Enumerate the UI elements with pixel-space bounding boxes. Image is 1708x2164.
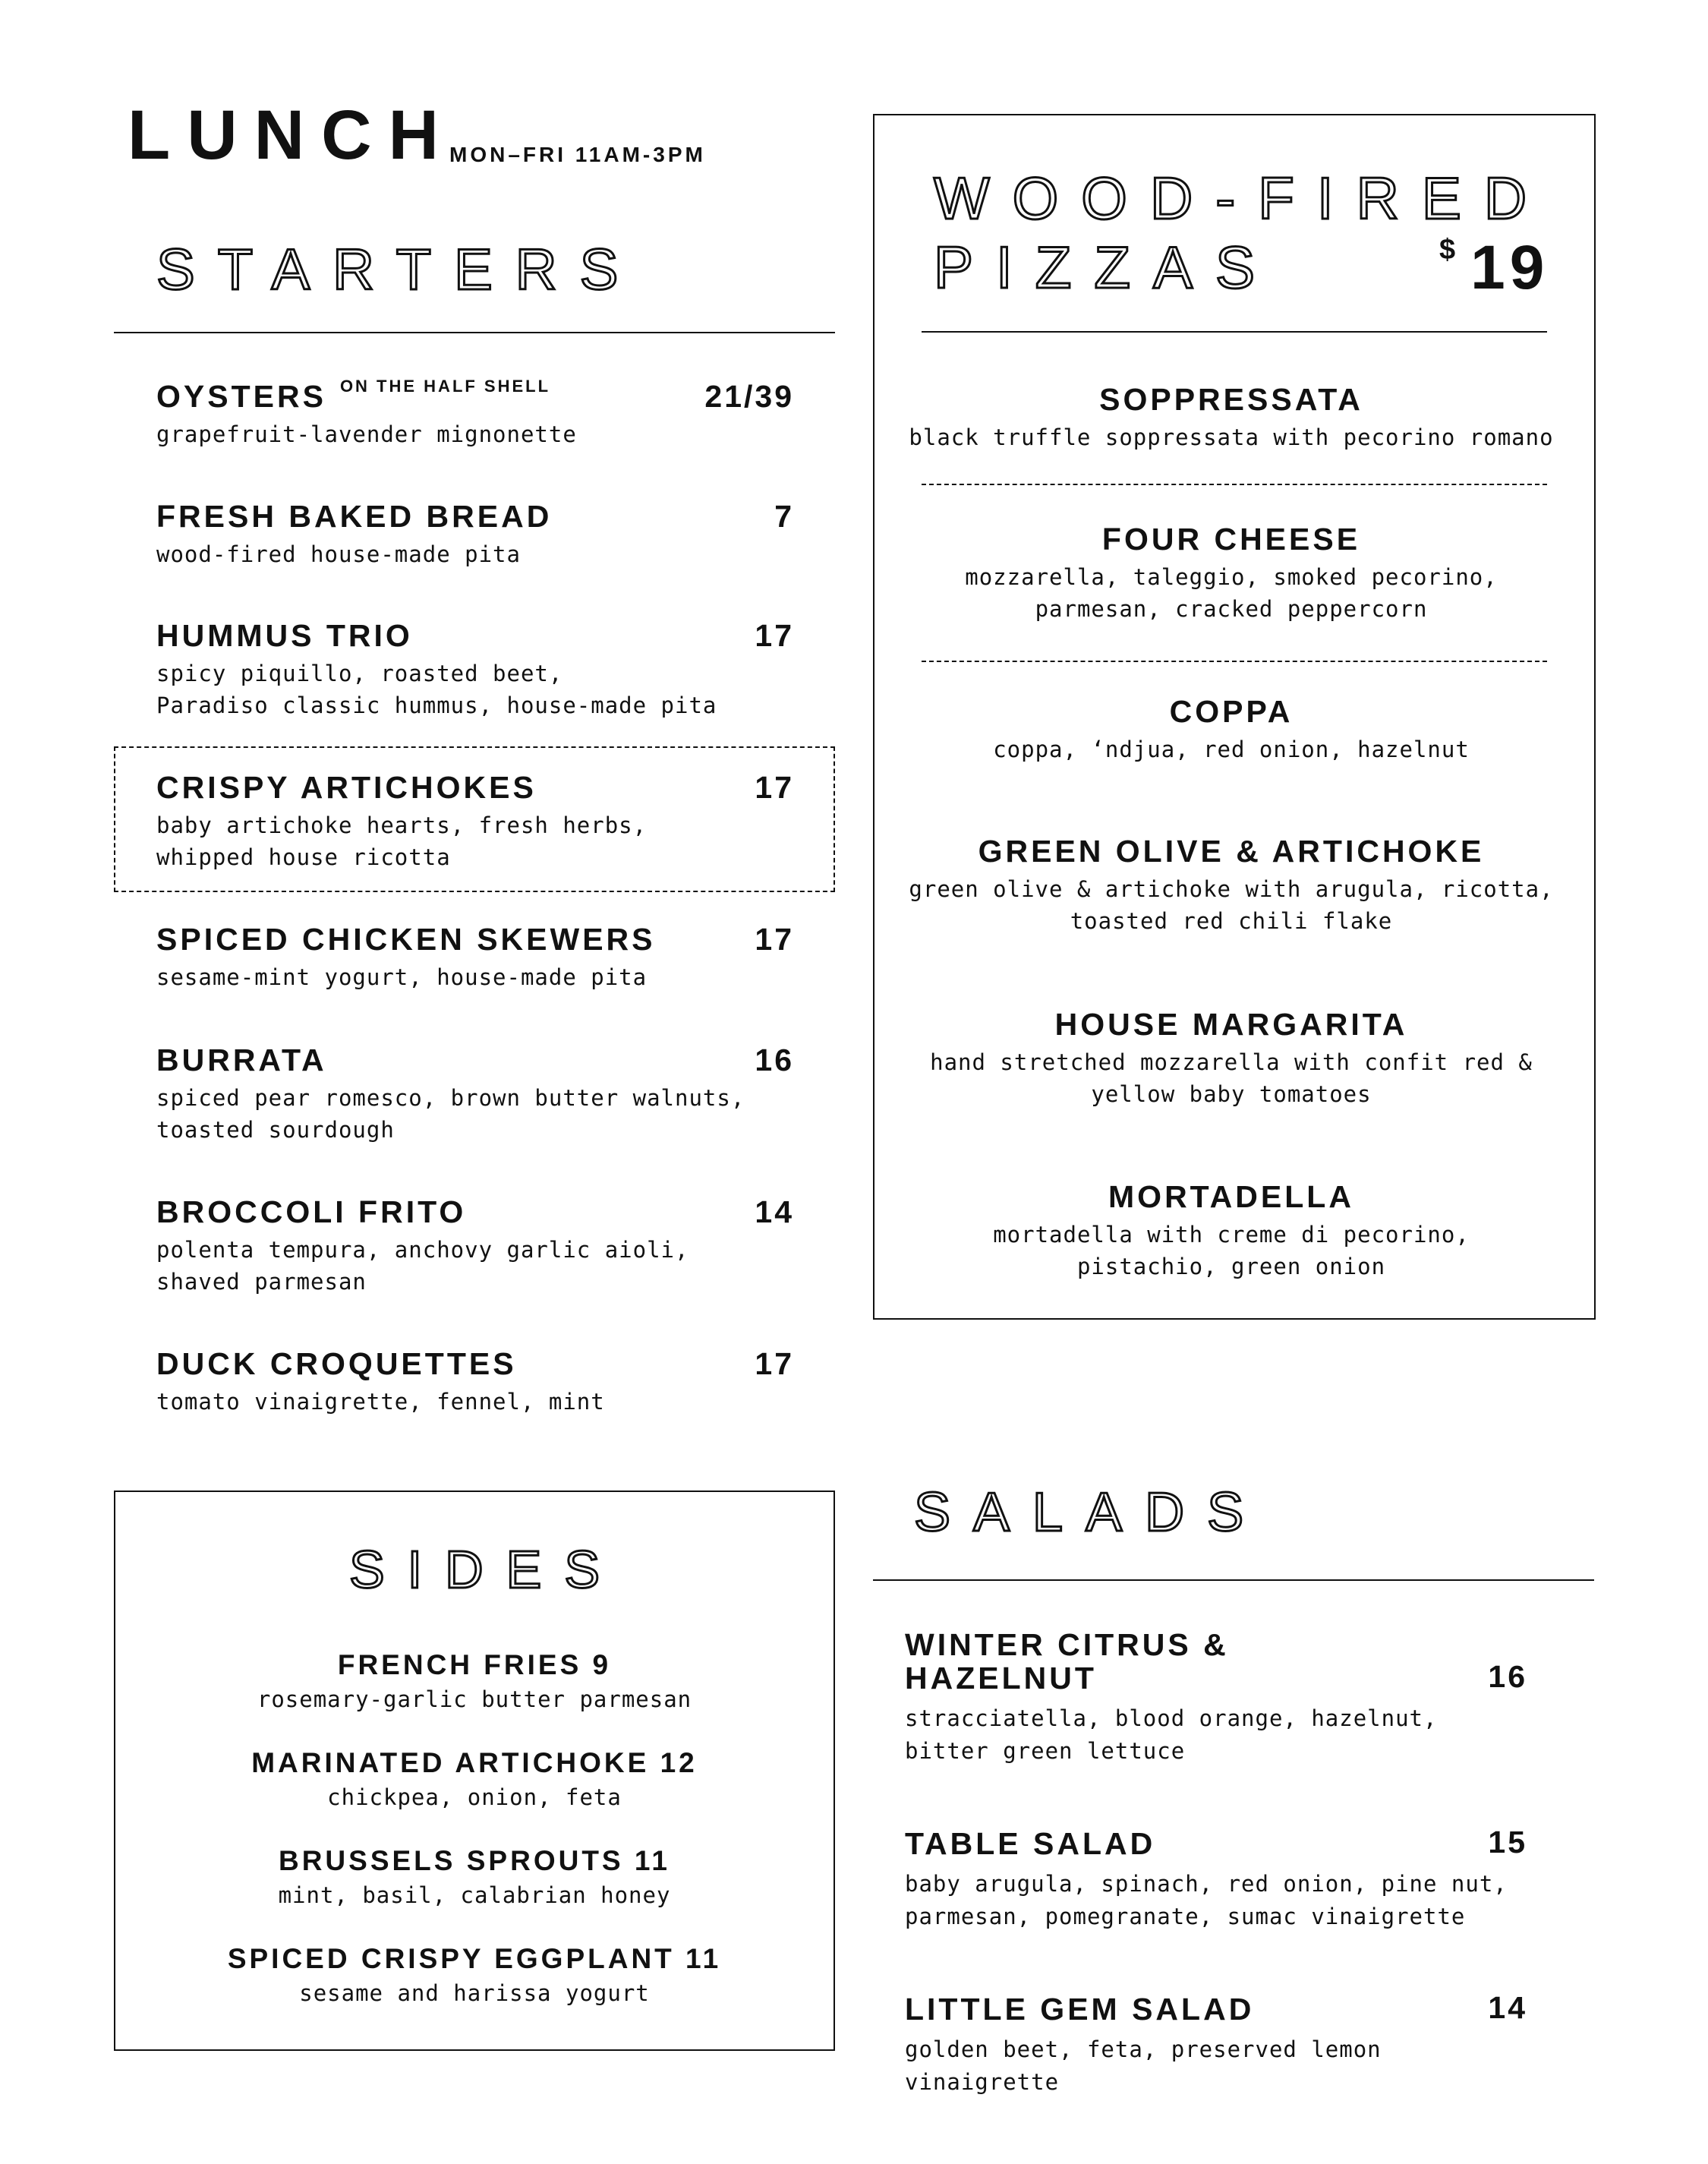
salad-item-little-gem — [905, 1992, 1527, 2099]
side-desc: rosemary-garlic butter parmesan — [257, 1686, 692, 1712]
starter-item-hummus — [156, 620, 794, 721]
starter-name: BURRATA — [156, 1043, 327, 1077]
pizza-desc: mortadella with creme di pecorino, pistachio, green onion — [993, 1222, 1470, 1279]
starter-name: OYSTERS — [156, 379, 326, 414]
starter-price: 14 — [755, 1194, 794, 1229]
salad-desc: stracciatella, blood orange, hazelnut, bitter green lettuce — [905, 1705, 1438, 1764]
side-name: MARINATED ARTICHOKE 12 — [251, 1747, 698, 1778]
pizza-name: FOUR CHEESE — [1101, 522, 1361, 557]
salad-item-table — [905, 1827, 1527, 1933]
starter-price: 17 — [755, 770, 794, 805]
starter-desc: baby artichoke hearts, fresh herbs, whipped house ricotta — [156, 812, 648, 870]
starter-desc: wood-fired house-made pita — [156, 541, 521, 567]
starter-name: FRESH BAKED BREAD — [156, 499, 553, 534]
starter-desc: sesame-mint yogurt, house-made pita — [156, 964, 648, 990]
pizza-price — [1439, 233, 1549, 302]
side-item-brussels — [114, 1847, 835, 1911]
salad-name: TABLE SALAD — [905, 1826, 1156, 1861]
starter-desc: spicy piquillo, roasted beet, Paradiso classic hummus, house-made pita — [156, 661, 717, 718]
salad-name: LITTLE GEM SALAD — [905, 1992, 1255, 2027]
starter-name: DUCK CROQUETTES — [156, 1346, 517, 1381]
side-item-fries — [114, 1651, 835, 1715]
starter-item-bread — [156, 501, 794, 570]
starter-price: 17 — [755, 922, 794, 957]
pizza-desc: hand stretched mozzarella with confit red & yellow baby tomatoes — [930, 1049, 1533, 1107]
side-desc: sesame and harissa yogurt — [299, 1980, 650, 2006]
starter-desc: spiced pear romesco, brown butter walnuts, toasted sourdough — [156, 1085, 745, 1143]
salad-desc: golden beet, feta, preserved lemon vinaigrette — [905, 2036, 1382, 2095]
pizza-desc: green olive & artichoke with arugula, ricotta, toasted red chili flake — [909, 876, 1554, 934]
pizza-divider — [922, 484, 1547, 485]
pizza-name: GREEN OLIVE & ARTICHOKE — [978, 834, 1485, 869]
pizza-desc: coppa, ‘ndjua, red onion, hazelnut — [993, 737, 1470, 762]
salads-heading: SALADS — [914, 1482, 1267, 1543]
starter-item-duck — [156, 1346, 794, 1418]
starter-price: 17 — [755, 618, 794, 653]
salad-price: 14 — [1488, 1990, 1527, 2025]
starter-price: 21/39 — [704, 379, 794, 414]
starter-item-broccoli — [156, 1194, 794, 1298]
starter-desc: tomato vinaigrette, fennel, mint — [156, 1389, 605, 1415]
salad-desc: baby arugula, spinach, red onion, pine nut, parmesan, pomegranate, sumac vinaigrette — [905, 1871, 1508, 1929]
salads-rule — [873, 1579, 1594, 1581]
starter-name: HUMMUS TRIO — [156, 618, 413, 653]
side-desc: mint, basil, calabrian honey — [278, 1882, 671, 1908]
pizza-item-four-cheese — [874, 524, 1588, 625]
side-desc: chickpea, onion, feta — [327, 1784, 622, 1810]
pizza-heading-line1: WOOD-FIRED — [934, 165, 1550, 232]
pizza-item-coppa — [874, 696, 1588, 765]
pizza-name: SOPPRESSATA — [1099, 382, 1363, 417]
lunch-hours: MON–FRI 11AM-3PM — [449, 143, 706, 166]
salad-price: 15 — [1488, 1825, 1527, 1860]
starter-price: 17 — [755, 1346, 794, 1381]
pizza-item-margarita — [874, 1009, 1588, 1110]
starter-desc: polenta tempura, anchovy garlic aioli, shaved parmesan — [156, 1237, 689, 1295]
pizza-item-green-olive — [874, 836, 1588, 937]
pizza-desc: black truffle soppressata with pecorino romano — [909, 424, 1554, 450]
pizza-item-mortadella — [874, 1181, 1588, 1282]
starter-name: CRISPY ARTICHOKES — [156, 770, 537, 805]
currency-symbol: $ — [1439, 234, 1461, 266]
pizza-name: HOUSE MARGARITA — [1054, 1007, 1408, 1042]
sides-heading: SIDES — [348, 1540, 623, 1599]
side-item-eggplant — [114, 1945, 835, 2009]
starter-item-artichokes — [156, 772, 794, 873]
pizza-desc: mozzarella, taleggio, smoked pecorino, parmesan, cracked peppercorn — [965, 564, 1498, 622]
pizza-name: MORTADELLA — [1108, 1179, 1354, 1214]
starter-name: BROCCOLI FRITO — [156, 1194, 467, 1229]
pizza-heading-line2: PIZZAS — [934, 234, 1278, 301]
pizza-name: COPPA — [1169, 694, 1294, 729]
side-name: BRUSSELS SPROUTS 11 — [278, 1845, 670, 1876]
menu-title: LUNCH — [128, 96, 455, 174]
starter-name: SPICED CHICKEN SKEWERS — [156, 922, 656, 957]
starter-price: 7 — [774, 499, 794, 534]
side-name: FRENCH FRIES 9 — [337, 1649, 612, 1680]
salad-name: WINTER CITRUS & HAZELNUT — [905, 1627, 1229, 1696]
pizza-divider — [922, 661, 1547, 662]
salad-item-winter-citrus — [905, 1628, 1527, 1768]
starters-rule — [114, 332, 835, 333]
pizza-rule — [922, 331, 1547, 333]
starter-desc: grapefruit-lavender mignonette — [156, 421, 577, 447]
starter-price: 16 — [755, 1043, 794, 1077]
side-item-artichoke — [114, 1749, 835, 1813]
starter-item-burrata — [156, 1045, 794, 1146]
pizza-price-value: 19 — [1470, 233, 1549, 302]
starters-heading: STARTERS — [156, 238, 641, 302]
starter-item-chicken-skewers — [156, 924, 794, 993]
starter-item-oysters — [156, 377, 794, 450]
salad-price: 16 — [1488, 1659, 1527, 1694]
pizza-item-soppressata — [874, 384, 1588, 453]
side-name: SPICED CRISPY EGGPLANT 11 — [227, 1943, 722, 1974]
starter-note: ON THE HALF SHELL — [339, 377, 551, 396]
